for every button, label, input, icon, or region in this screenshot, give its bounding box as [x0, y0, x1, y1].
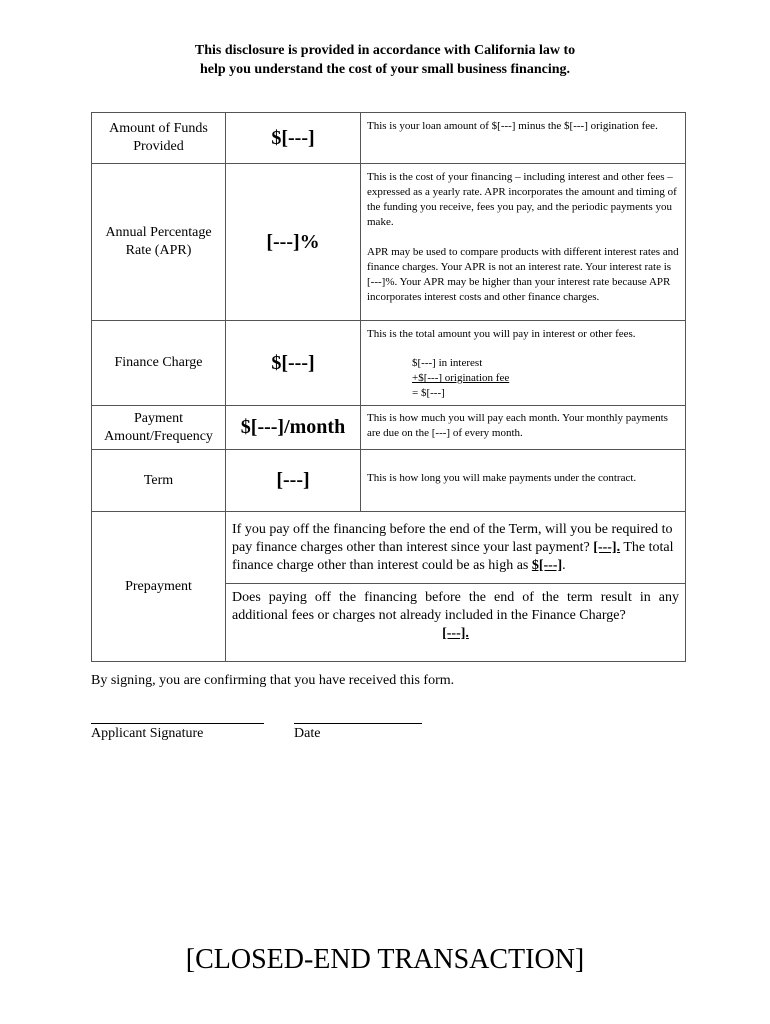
- amount-of-funds-description: This is your loan amount of $[---] minus the $[---] origination fee.: [361, 113, 686, 164]
- date-line[interactable]: [294, 723, 422, 724]
- finance-charge-text: This is the total amount you will pay in interest or other fees.: [367, 328, 636, 340]
- payment-description: This is how much you will pay each month. Your monthly payments are due on the [---] of every month.: [361, 406, 686, 450]
- header-line-1: This disclosure is provided in accordance with California law to: [194, 43, 576, 58]
- apr-description: [361, 164, 686, 321]
- prepay-q1-end: .: [562, 558, 566, 573]
- prepayment-question-1: [226, 512, 685, 584]
- origination-fee-line: +$[---] origination fee: [412, 372, 510, 384]
- prepay-q1-amount: $[---]: [531, 558, 563, 573]
- row-term: [92, 450, 686, 512]
- prepay-q1-text: If you pay off the financing before the end of the Term, will you be required to pay finance charges other than interest since your last payment?: [232, 522, 673, 555]
- prepay-q2-text: Does paying off the financing before the end of the term result in any additional fees or charges not already included in the Finance Charge?: [232, 590, 679, 623]
- finance-charge-description: [361, 321, 686, 406]
- term-label: Term: [92, 450, 226, 512]
- header-line-2: help you understand the cost of your small business financing.: [199, 62, 571, 77]
- applicant-signature-line[interactable]: [91, 723, 264, 724]
- row-finance-charge: [92, 321, 686, 406]
- apr-description-2: APR may be used to compare products with different interest rates and finance charges. Your APR is not an interest rate. Your interest rate is [---]%. Your APR may be higher than your interest rate because APR incorporates interest costs and other finance charges.: [367, 246, 679, 303]
- amount-of-funds-value: $[---]: [226, 113, 361, 164]
- payment-value: $[---]/month: [226, 406, 361, 450]
- finance-charge-label: Finance Charge: [92, 321, 226, 406]
- apr-value: [---]%: [226, 164, 361, 321]
- prepay-q2-answer: [---].: [442, 626, 469, 641]
- amount-of-funds-label: Amount of Funds Provided: [92, 113, 226, 164]
- row-prepayment: [92, 512, 686, 662]
- apr-label: Annual Percentage Rate (APR): [92, 164, 226, 321]
- prepayment-question-2: [226, 584, 685, 661]
- prepayment-label: Prepayment: [92, 512, 226, 662]
- transaction-type-footer: [CLOSED-END TRANSACTION]: [185, 944, 585, 975]
- prepay-q1-answer: [---].: [593, 540, 621, 555]
- row-amount-of-funds: [92, 113, 686, 164]
- row-apr: [92, 164, 686, 321]
- term-value: [---]: [226, 450, 361, 512]
- confirmation-statement: By signing, you are confirming that you have received this form.: [91, 673, 455, 688]
- interest-line: $[---] in interest: [412, 357, 483, 369]
- term-description: This is how long you will make payments under the contract.: [361, 450, 686, 512]
- disclosure-header: [0, 41, 770, 79]
- payment-label: Payment Amount/Frequency: [92, 406, 226, 450]
- prepay-q1-text2: The total finance charge other than interest could be as high as: [232, 540, 674, 573]
- finance-charge-value: $[---]: [226, 321, 361, 406]
- apr-description-1: This is the cost of your financing – including interest and other fees – expressed as a yearly rate. APR incorporates the amount and timing of the funding you receive, fees you pay, and the periodic payments you make.: [367, 171, 677, 228]
- disclosure-table: [91, 112, 686, 662]
- row-payment: [92, 406, 686, 450]
- date-label: Date: [294, 726, 321, 741]
- applicant-signature-label: Applicant Signature: [91, 726, 204, 741]
- total-line: = $[---]: [412, 387, 445, 399]
- finance-charge-breakdown: [412, 356, 680, 401]
- prepayment-questions: [226, 512, 686, 662]
